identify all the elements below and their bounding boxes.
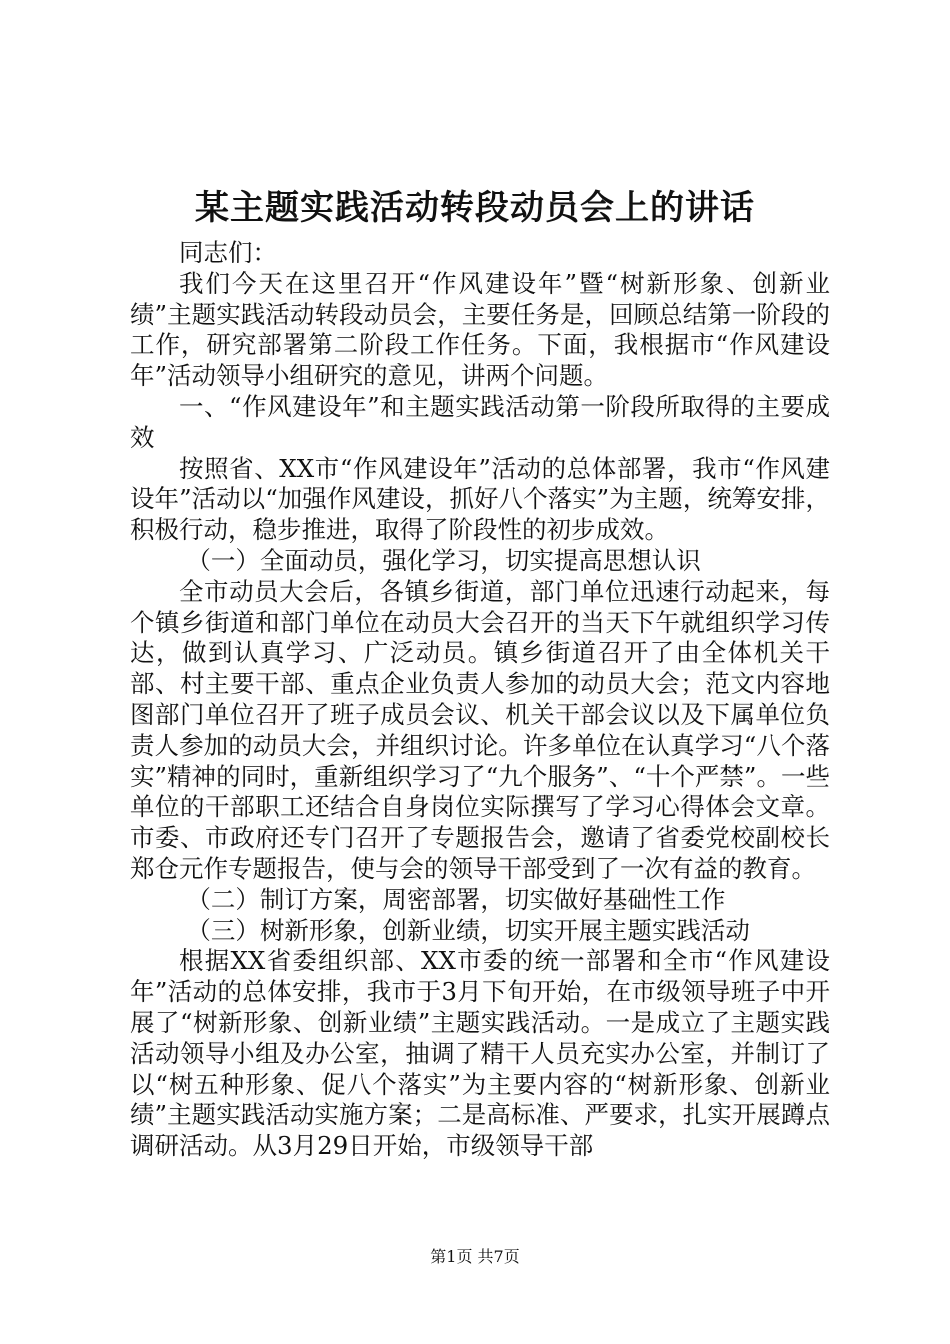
subheading-3: （三）树新形象，创新业绩，切实开展主题实践活动: [186, 915, 750, 945]
subheading-3-paragraph: 根据XX省委组织部、XX市委的统一部署和全市“作风建设年”活动的总体安排，我市于3月下旬开始，在市级领导班子中开展了“树新形象、创新业绩”主题实践活动。一是成立了主题实践活动领导小组及办公室，抽调了精干人员充实办公室，并制订了以“树五种形象、促八个落实”为主要内容的“树新形象、创新业绩”主题实践活动实施方案；二是高标准、严要求，扎实开展蹲点调研活动。从3月29日开始，市级领导干部: [130, 946, 830, 1161]
section-1-paragraph: 按照省、XX市“作风建设年”活动的总体部署，我市“作风建设年”活动以“加强作风建设，抓好八个落实”为主题，统筹安排，积极行动，稳步推进，取得了阶段性的初步成效。: [130, 453, 830, 545]
intro-paragraph: 我们今天在这里召开“作风建设年”暨“树新形象、创新业绩”主题实践活动转段动员会，主要任务是，回顾总结第一阶段的工作，研究部署第二阶段工作任务。下面，我根据市“作风建设年”活动领导小组研究的意见，讲两个问题。: [130, 268, 830, 391]
page-number-footer: 第1页 共7页: [430, 1247, 520, 1266]
subheading-2: （二）制订方案，周密部署，切实做好基础性工作: [186, 884, 726, 914]
salutation: 同志们：: [179, 238, 277, 267]
document-title: 某主题实践活动转段动员会上的讲话: [195, 188, 755, 228]
subheading-1-paragraph: 全市动员大会后，各镇乡街道，部门单位迅速行动起来，每个镇乡街道和部门单位在动员大会召开的当天下午就组织学习传达，做到认真学习、广泛动员。镇乡街道召开了由全体机关干部、村主要干部、重点企业负责人参加的动员大会；范文内容地图部门单位召开了班子成员会议、机关干部会议以及下属单位负责人参加的动员大会，并组织讨论。许多单位在认真学习“八个落实”精神的同时，重新组织学习了“九个服务”、“十个严禁”。一些单位的干部职工还结合自身岗位实际撰写了学习心得体会文章。市委、市政府还专门召开了专题报告会，邀请了省委党校副校长郑仓元作专题报告，使与会的领导干部受到了一次有益的教育。: [130, 576, 830, 883]
section-heading-1: 一、“作风建设年”和主题实践活动第一阶段所取得的主要成效: [130, 391, 830, 452]
subheading-1: （一）全面动员，强化学习，切实提高思想认识: [186, 545, 701, 575]
document-body: [130, 238, 830, 1162]
